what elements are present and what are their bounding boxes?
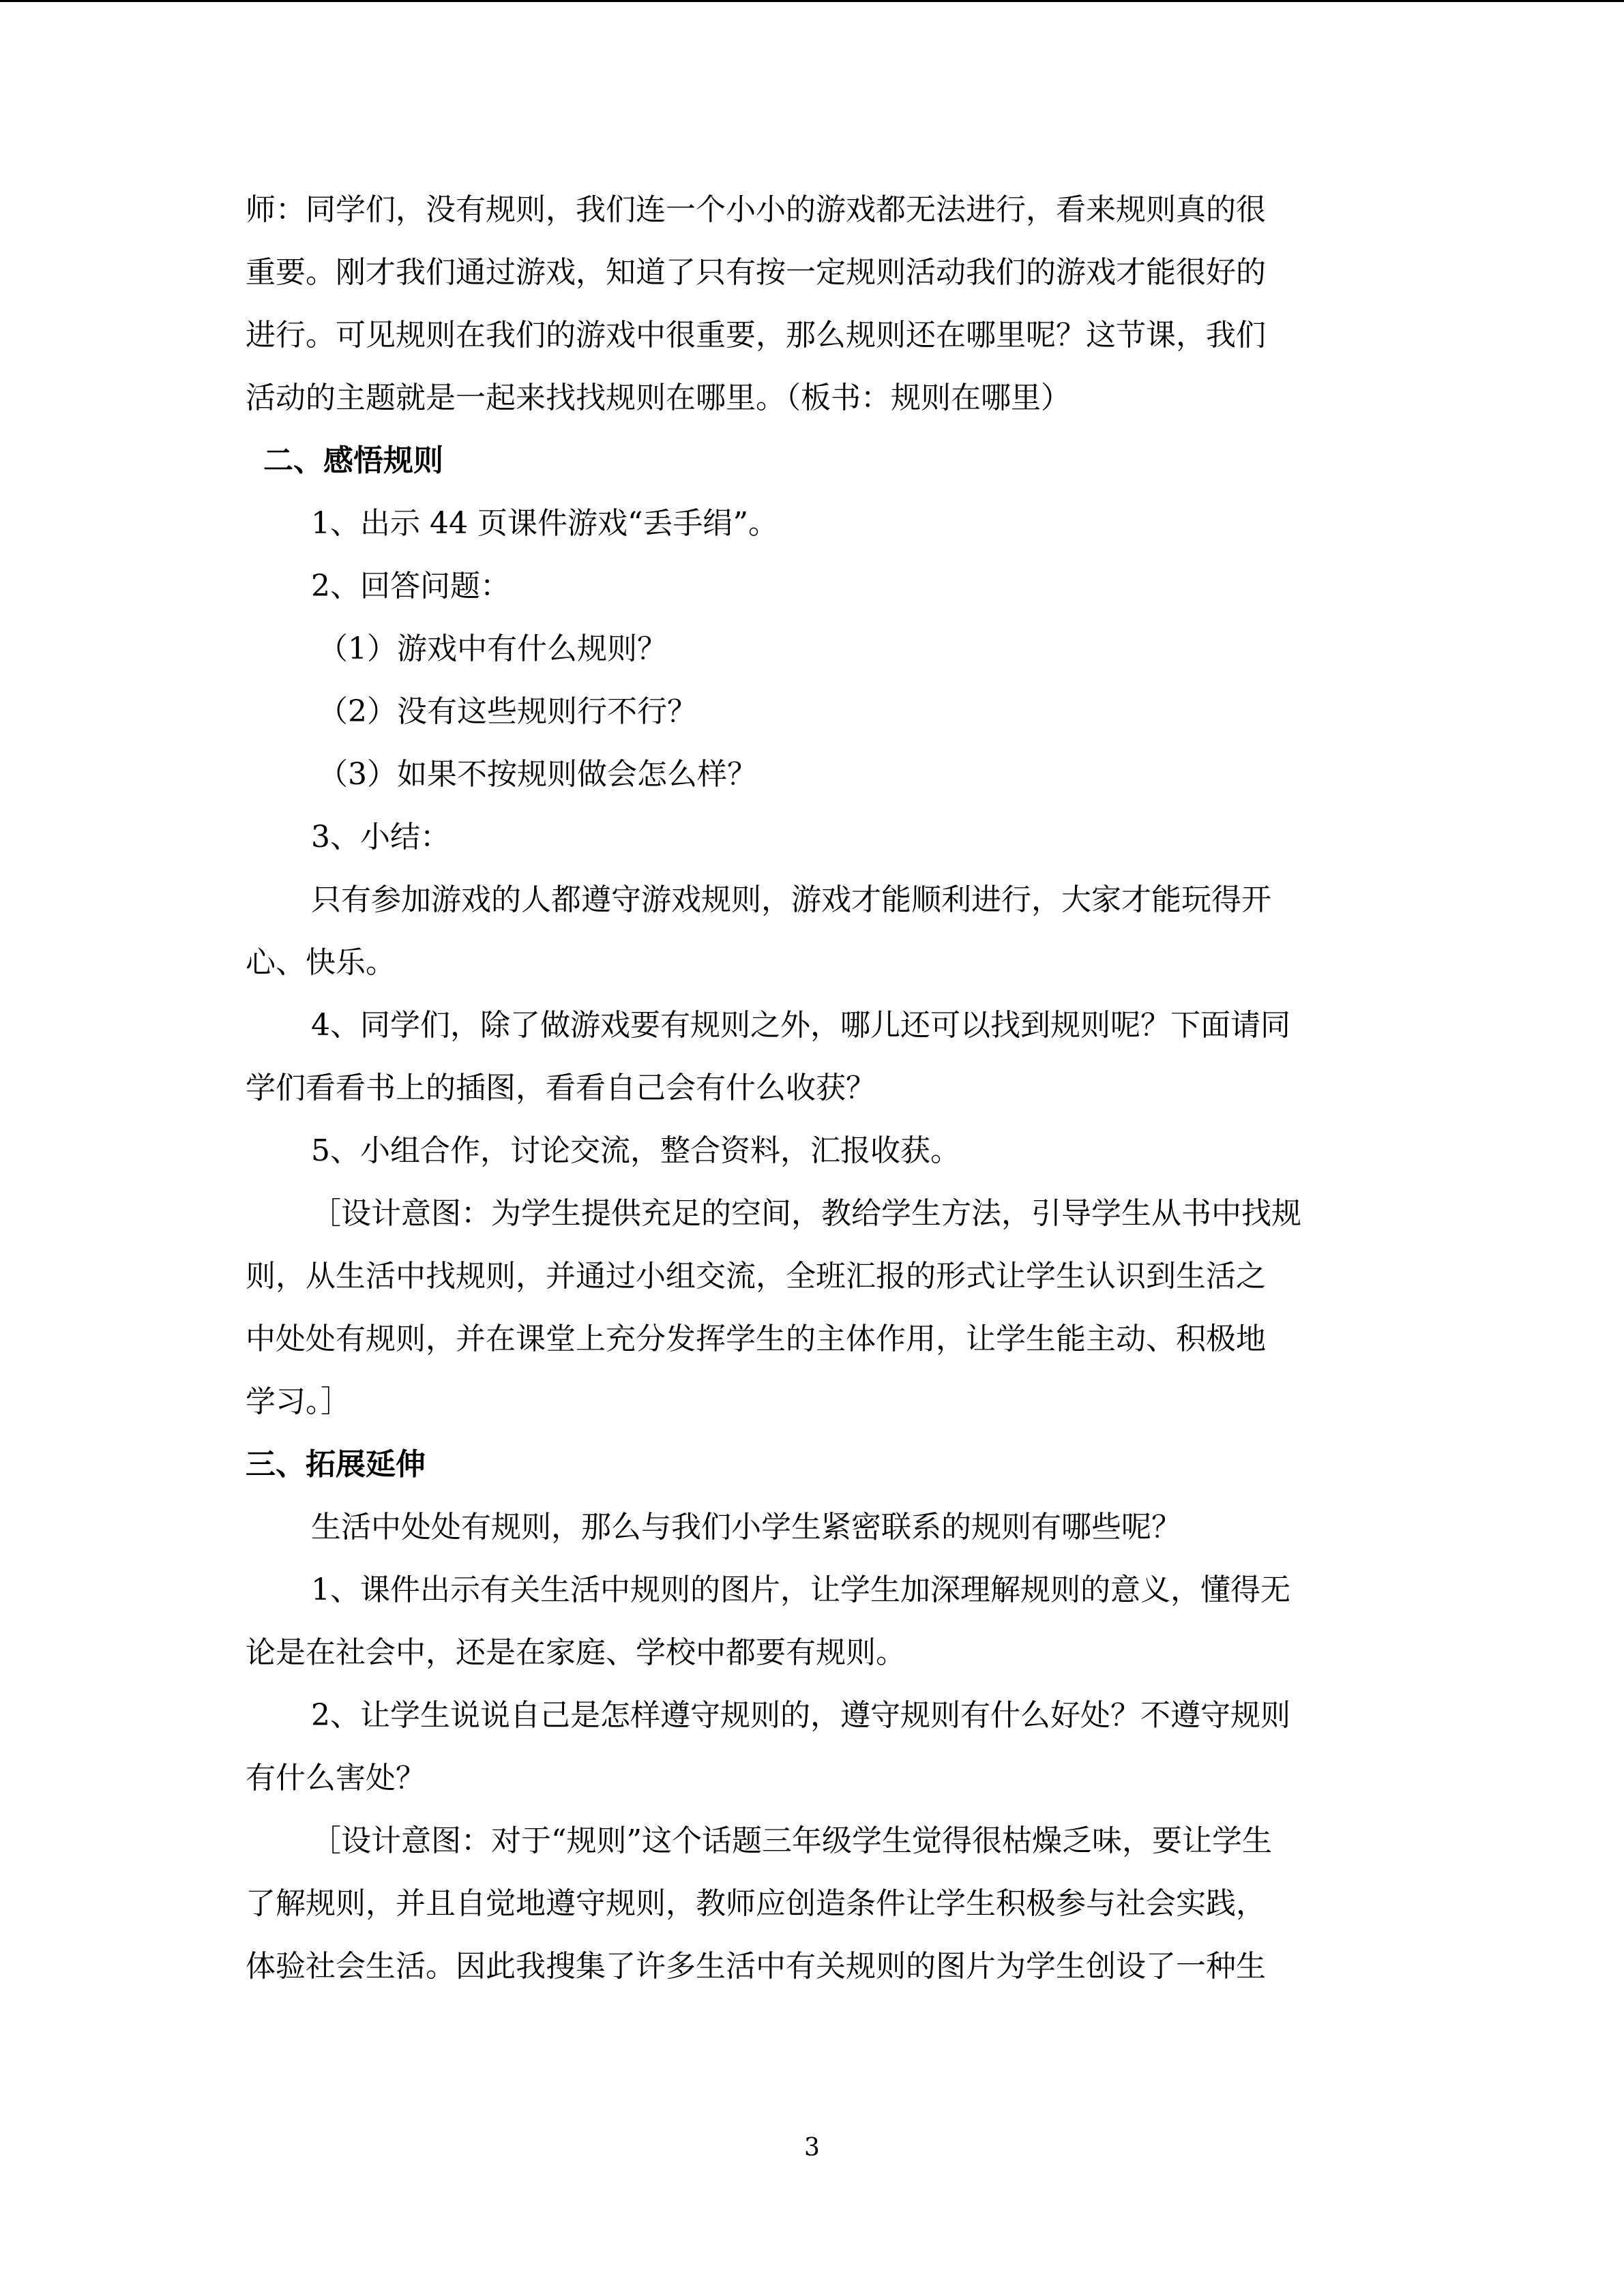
section-heading-2: 二、感悟规则 <box>263 443 443 478</box>
design-intent-line: 体验社会生活。因此我搜集了许多生活中有关规则的图片为学生创设了一种生 <box>246 1949 1266 1984</box>
question-item: （3）如果不按规则做会怎么样？ <box>318 757 757 792</box>
design-intent-line: 则，从生活中找规则，并通过小组交流，全班汇报的形式让学生认识到生活之 <box>246 1259 1266 1294</box>
text-line: 有什么害处？ <box>246 1761 426 1795</box>
text-line: 2、回答问题： <box>311 569 510 603</box>
text-line: 生活中处处有规则，那么与我们小学生紧密联系的规则有哪些呢？ <box>311 1510 1181 1545</box>
design-intent-line: 了解规则，并且自觉地遵守规则，教师应创造条件让学生积极参与社会实践， <box>246 1886 1266 1921</box>
design-intent-line: 中处处有规则，并在课堂上充分发挥学生的主体作用，让学生能主动、积极地 <box>246 1322 1266 1356</box>
text-line: 5、小组合作，讨论交流，整合资料，汇报收获。 <box>311 1133 960 1168</box>
text-line: 只有参加游戏的人都遵守游戏规则，游戏才能顺利进行，大家才能玩得开 <box>311 882 1271 917</box>
page-number: 3 <box>804 2134 820 2162</box>
text-line: 1、课件出示有关生活中规则的图片，让学生加深理解规则的意义，懂得无 <box>311 1572 1290 1607</box>
text-line: 论是在社会中，还是在家庭、学校中都要有规则。 <box>246 1635 906 1670</box>
document-body <box>246 191 1378 2010</box>
text-line: 2、让学生说说自己是怎样遵守规则的，遵守规则有什么好处？不遵守规则 <box>311 1698 1290 1733</box>
text-line: 学们看看书上的插图，看看自己会有什么收获？ <box>246 1071 876 1105</box>
text-line: 心、快乐。 <box>246 945 396 980</box>
section-heading-3: 三、拓展延伸 <box>246 1447 426 1482</box>
text-line: 活动的主题就是一起来找找规则在哪里。（板书：规则在哪里） <box>246 381 1071 415</box>
top-border-line <box>0 0 1624 2</box>
question-item: （1）游戏中有什么规则？ <box>318 631 667 666</box>
text-line: 重要。刚才我们通过游戏，知道了只有按一定规则活动我们的游戏才能很好的 <box>246 255 1266 290</box>
text-line: 师：同学们，没有规则，我们连一个小小的游戏都无法进行，看来规则真的很 <box>246 192 1266 227</box>
design-intent-line: 学习。］ <box>246 1384 351 1419</box>
text-line: 进行。可见规则在我们的游戏中很重要，那么规则还在哪里呢？这节课，我们 <box>246 318 1266 353</box>
text-line: 3、小结： <box>311 820 450 854</box>
text-line: 1、出示 44 页课件游戏“丢手绢”。 <box>311 506 778 541</box>
design-intent-line: ［设计意图：对于“规则”这个话题三年级学生觉得很枯燥乏味，要让学生 <box>311 1823 1272 1858</box>
text-line: 4、同学们，除了做游戏要有规则之外，哪儿还可以找到规则呢？下面请同 <box>311 1008 1290 1043</box>
question-item: （2）没有这些规则行不行？ <box>318 694 697 729</box>
design-intent-line: ［设计意图：为学生提供充足的空间，教给学生方法，引导学生从书中找规 <box>311 1196 1301 1231</box>
